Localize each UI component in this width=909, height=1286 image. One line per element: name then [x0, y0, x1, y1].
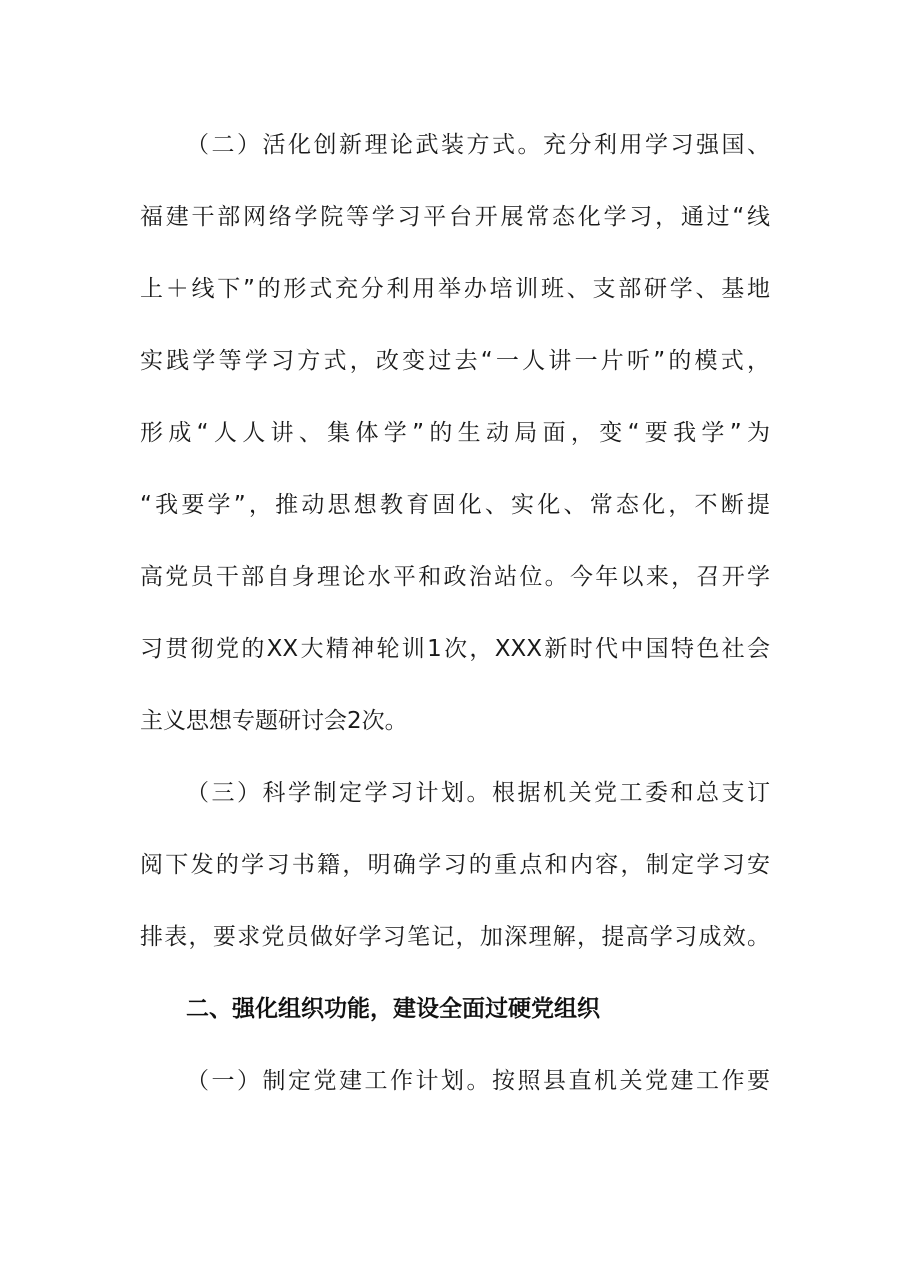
paragraph-line: 形成“人人讲、集体学”的生动局面，变“要我学”为	[140, 420, 770, 446]
paragraph-line: 高党员干部自身理论水平和政治站位。今年以来，召开学	[140, 564, 770, 590]
paragraph-line: 实践学等学习方式，改变过去“一人讲一片听”的模式，	[140, 348, 770, 374]
paragraph-line: 上＋线下”的形式充分利用举办培训班、支部研学、基地	[140, 276, 770, 302]
paragraph-line: 习贯彻党的XX大精神轮训1次，XXX新时代中国特色社会	[140, 636, 770, 662]
paragraph-line: （三）科学制定学习计划。根据机关党工委和总支订	[186, 780, 770, 806]
paragraph-line: “我要学”，推动思想教育固化、实化、常态化，不断提	[140, 492, 770, 518]
paragraph-line: 阅下发的学习书籍，明确学习的重点和内容，制定学习安	[140, 852, 770, 878]
paragraph-line: 福建干部网络学院等学习平台开展常态化学习，通过“线	[140, 204, 770, 230]
paragraph-line: 主义思想专题研讨会2次。	[140, 708, 408, 734]
paragraph-line: 排表，要求党员做好学习笔记，加深理解，提高学习成效。	[140, 924, 770, 950]
section-heading: 二、强化组织功能，建设全面过硬党组织	[186, 996, 600, 1022]
paragraph-line: （一）制定党建工作计划。按照县直机关党建工作要	[186, 1068, 770, 1094]
paragraph-line: （二）活化创新理论武装方式。充分利用学习强国、	[186, 132, 770, 158]
